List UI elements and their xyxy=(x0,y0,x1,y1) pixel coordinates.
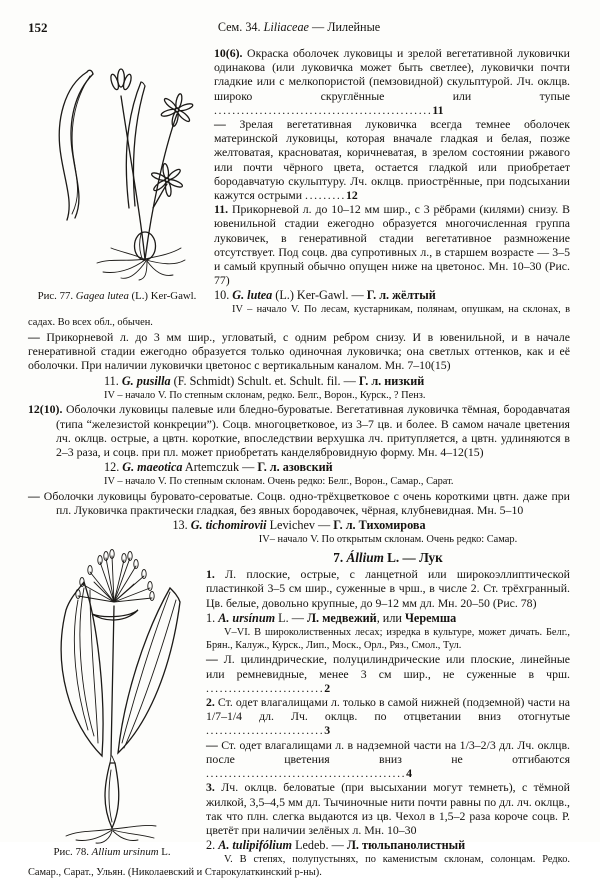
habitat-note-g-tichomirovii: IV– начало V. По открытым склонам. Очень редко: Самар. xyxy=(258,534,518,546)
figure-77-authority: (L.) Ker-Gawl. xyxy=(128,290,197,302)
species-latin-name: A. tulipifólium xyxy=(218,838,293,853)
species-latin-name: A. ursínum xyxy=(218,610,276,625)
couplet-text: Л. цилиндрические, полуцилиндрические или плоские, линейные или ремневидные, менее 3 см шир., не суженные в чрш. xyxy=(206,652,570,681)
species-latin-name: G. pusilla xyxy=(121,373,171,388)
species-authority: L. — xyxy=(275,610,307,625)
genus-authority: L. — xyxy=(383,550,420,566)
leader-dots: ......... xyxy=(305,188,346,203)
couplet-ref: 12 xyxy=(345,188,358,203)
species-number: 12. xyxy=(104,460,123,475)
species-russian-name: Г. л. Тихомирова xyxy=(333,518,426,533)
species-heading-g-tichomirovii xyxy=(28,518,570,533)
couplet-ref: 4 xyxy=(406,766,413,781)
couplet-ref: 2 xyxy=(324,680,331,695)
species-number: 13. xyxy=(172,518,191,533)
leader-dots: .......................... xyxy=(206,680,325,695)
couplet-dash: — xyxy=(206,737,218,752)
couplet-number: 3. xyxy=(206,780,215,795)
species-authority: (L.) Ker-Gawl. — xyxy=(272,288,367,303)
species-latin-name: G. maeotica xyxy=(122,460,183,475)
couplet-text: Оболочки луковицы палевые или бледно-буроватые. Вегетативная луковичка тёмная, бородавчатая (типа “железистой конкреции”). Соцв. многоцветковое, из 3–7 цв. и более. В самом начале цветения лч. оклцв. острые, а цвтн. короткие, впоследствии верхушка лч. притупляется, а цвтн. удлиняются в 2–3 раза, и соцв. при пл. может приобретать канделябровидную форму. Мн. 4–12(15) xyxy=(56,402,570,460)
habitat-note-g-maeotica: IV – начало V. По степным склонам. Очень редко: Белг., Ворон., Самар., Сарат. xyxy=(104,476,454,488)
figure-78-authority: L. xyxy=(158,846,171,859)
genus-latin-name: Állium xyxy=(346,550,384,566)
family-latin-name: Liliaceae xyxy=(263,20,309,34)
gagea-lutea-illustration xyxy=(29,48,205,286)
figure-78-latin: Allium ursinum xyxy=(91,846,159,859)
couplet-number: 1. xyxy=(206,567,215,582)
couplet-dash: — xyxy=(28,489,40,504)
figure-77 xyxy=(28,48,206,303)
couplet-text: Ст. одет влагалищами л. только в самой нижней (подземной) части на 1/7–1/4 дл. Лч. оклцв. по отцветании вниз отогнутые xyxy=(206,695,570,724)
figure-77-latin: Gagea lutea xyxy=(75,290,129,302)
couplet-ref: 11 xyxy=(432,102,444,117)
species-latin-name: G. lutea xyxy=(232,288,273,303)
family-russian-name: — Лилейные xyxy=(308,20,381,34)
couplet-text: Лч. оклцв. беловатые (при высыхании могут темнеть), с тёмной жилкой, 3,5–4,5 мм дл. Тычиночные нити почти равны по дл. лч. оклцв., так что плн. слегка выдаются из цв. Чехол в 1,5–2 раза короче соцв. Р. цветёт при наличии зелёных л. Мн. 10–30 xyxy=(206,780,570,837)
species-latin-name: G. tichomirovii xyxy=(190,518,267,533)
habitat-note-g-pusilla: IV – начало V. По степным склонам, редко. Белг., Ворон., Курск., ? Пенз. xyxy=(104,389,426,401)
couplet-text: Ст. одет влагалищами л. в надземной части на 1/3–2/3 дл. Лч. оклцв. после цветения вниз не отгибаются xyxy=(206,737,570,766)
couplet-text: Оболочки луковицы буровато-сероватые. Соцв. одно-трёхцветковое с очень короткими цвтн. даже при пл. Луковичка практически гладкая, без явных бородавочек, чёрная, клубневидная. Мн. 5–10 xyxy=(39,489,570,518)
figure-78-caption xyxy=(28,845,196,859)
species-number: 1. xyxy=(206,610,219,625)
species-russian-name: Г. л. азовский xyxy=(257,460,333,475)
figure-77-caption xyxy=(28,289,206,303)
couplet-number: 11. xyxy=(214,202,229,217)
figure-77-label: Рис. 77. xyxy=(37,290,76,302)
couplet-text: Прикорневой л. до 3 мм шир., угловатый, с одним ребром снизу. И в ювенильной, и в начале генеративной стадии ежегодно образуется только одиночная луковичка; она светлых оттенков, как и её оболочки. При наличии луковички цветонос с вертикальным каналом. Мн. 7–10(15) xyxy=(28,330,570,373)
habitat-note-a-tulipifolium: V. В степях, полупустынях, по каменистым склонам, солонцам. Редко. Самар., Сарат., Ульян. (Николаевский и Старокулаткинский р-ны). xyxy=(28,854,570,878)
species-number: 10. xyxy=(214,288,233,303)
page-header xyxy=(0,0,600,42)
species-russian-name: Г. л. низкий xyxy=(358,373,425,388)
leader-dots: ............................................ xyxy=(206,766,407,781)
couplet-ref: 3 xyxy=(324,723,331,738)
couplet-dash: — xyxy=(206,652,218,667)
couplet-dash: — xyxy=(214,117,226,132)
genus-russian-name: Лук xyxy=(419,550,443,566)
habitat-note-g-lutea: IV – начало V. По лесам, кустарникам, полянам, опушкам, на склонах, в садах. Во всех обл., обычен. xyxy=(28,304,570,329)
species-russian-name: Г. л. жёлтый xyxy=(366,288,436,303)
species-number: 11. xyxy=(104,373,122,388)
couplet-text: Прикорневой л. до 10–12 мм шир., с 3 рёбрами (килями) снизу. В ювенильной стадии ежегодно образуется многочисленная группа луковичек, в генеративной стадии вегетативное размножение отсутствует. Под соцв. два супротивных л., в старшем возрасте — 3–5 и самый крупный обычно опущен ниже на цветонос. Мн. 10–30 (Рис. 77) xyxy=(214,202,570,288)
species-heading-g-maeotica xyxy=(28,460,570,475)
key-couplet-12-alt xyxy=(28,489,570,517)
couplet-dash: — xyxy=(28,330,40,345)
couplet-number: 2. xyxy=(206,695,215,710)
page-body xyxy=(0,42,600,880)
species-authority: Levichev — xyxy=(266,518,334,533)
species-number: 2. xyxy=(206,838,219,853)
species-russian-name: Л. медвежий xyxy=(306,610,377,625)
species-authority: Artemczuk — xyxy=(182,460,258,475)
couplet-number: 10(6). xyxy=(214,46,243,60)
couplet-text: Л. плоские, острые, с ланцетной или широкоэллиптической пластинкой 3–5 см шир., суженные в чрш., в числе 2. Ст. трёхгранный. Цв. белые, довольно крупные, до 9–12 мм дл. Мн. 20–50 (Рис. 78) xyxy=(206,567,570,610)
leader-dots: ................................................ xyxy=(214,102,433,117)
species-name-conjunction: , или xyxy=(376,610,405,625)
genus-number: 7. xyxy=(333,550,347,566)
allium-ursinum-illustration xyxy=(32,538,192,842)
key-couplet-12-10 xyxy=(28,402,570,459)
species-authority: Ledeb. — xyxy=(292,838,347,853)
key-couplet-11-alt xyxy=(28,330,570,373)
page-number: 152 xyxy=(28,20,48,35)
leader-dots: .......................... xyxy=(206,723,325,738)
species-authority: (F. Schmidt) Schult. et. Schult. fil. — xyxy=(170,373,359,388)
running-title xyxy=(28,20,570,35)
species-heading-g-pusilla xyxy=(28,374,570,389)
couplet-number: 12(10). xyxy=(28,402,63,417)
couplet-text: Зрелая вегетативная луковичка всегда темнее оболочек материнской луковицы, которая вначале гладкая и белая, позже желтоватая, красноватая, коричневатая, в зрелом состоянии ржавого или почти чёрного цвета, остается гладкой или приобретает бородавчатую скульптуру. Лч. оклцв. приострённые, при подсыхании кажутся острыми xyxy=(214,117,570,203)
species-russian-name: Л. тюльпанолистный xyxy=(346,838,466,853)
couplet-text: Окраска оболочек луковицы и зрелой вегетативной луковички одинакова (или луковичка может быть светлее), луковички почти гладкие или с мелкопористой (пемзовидной) скульптурой. Лч. оклцв. широко скруглённые или тупые xyxy=(214,46,570,103)
habitat-note-a-ursinum: V–VI. В широколиственных лесах; изредка в культуре, может дичать. Белг., Брян., Калуж., Курск., Лип., Моск., Орл., Ряз., Смол., Тул. xyxy=(206,626,570,651)
species-common-name: Черемша xyxy=(404,610,457,625)
figure-78 xyxy=(28,538,196,859)
figure-78-label: Рис. 78. xyxy=(53,846,92,859)
family-number: Сем. 34. xyxy=(217,20,264,34)
